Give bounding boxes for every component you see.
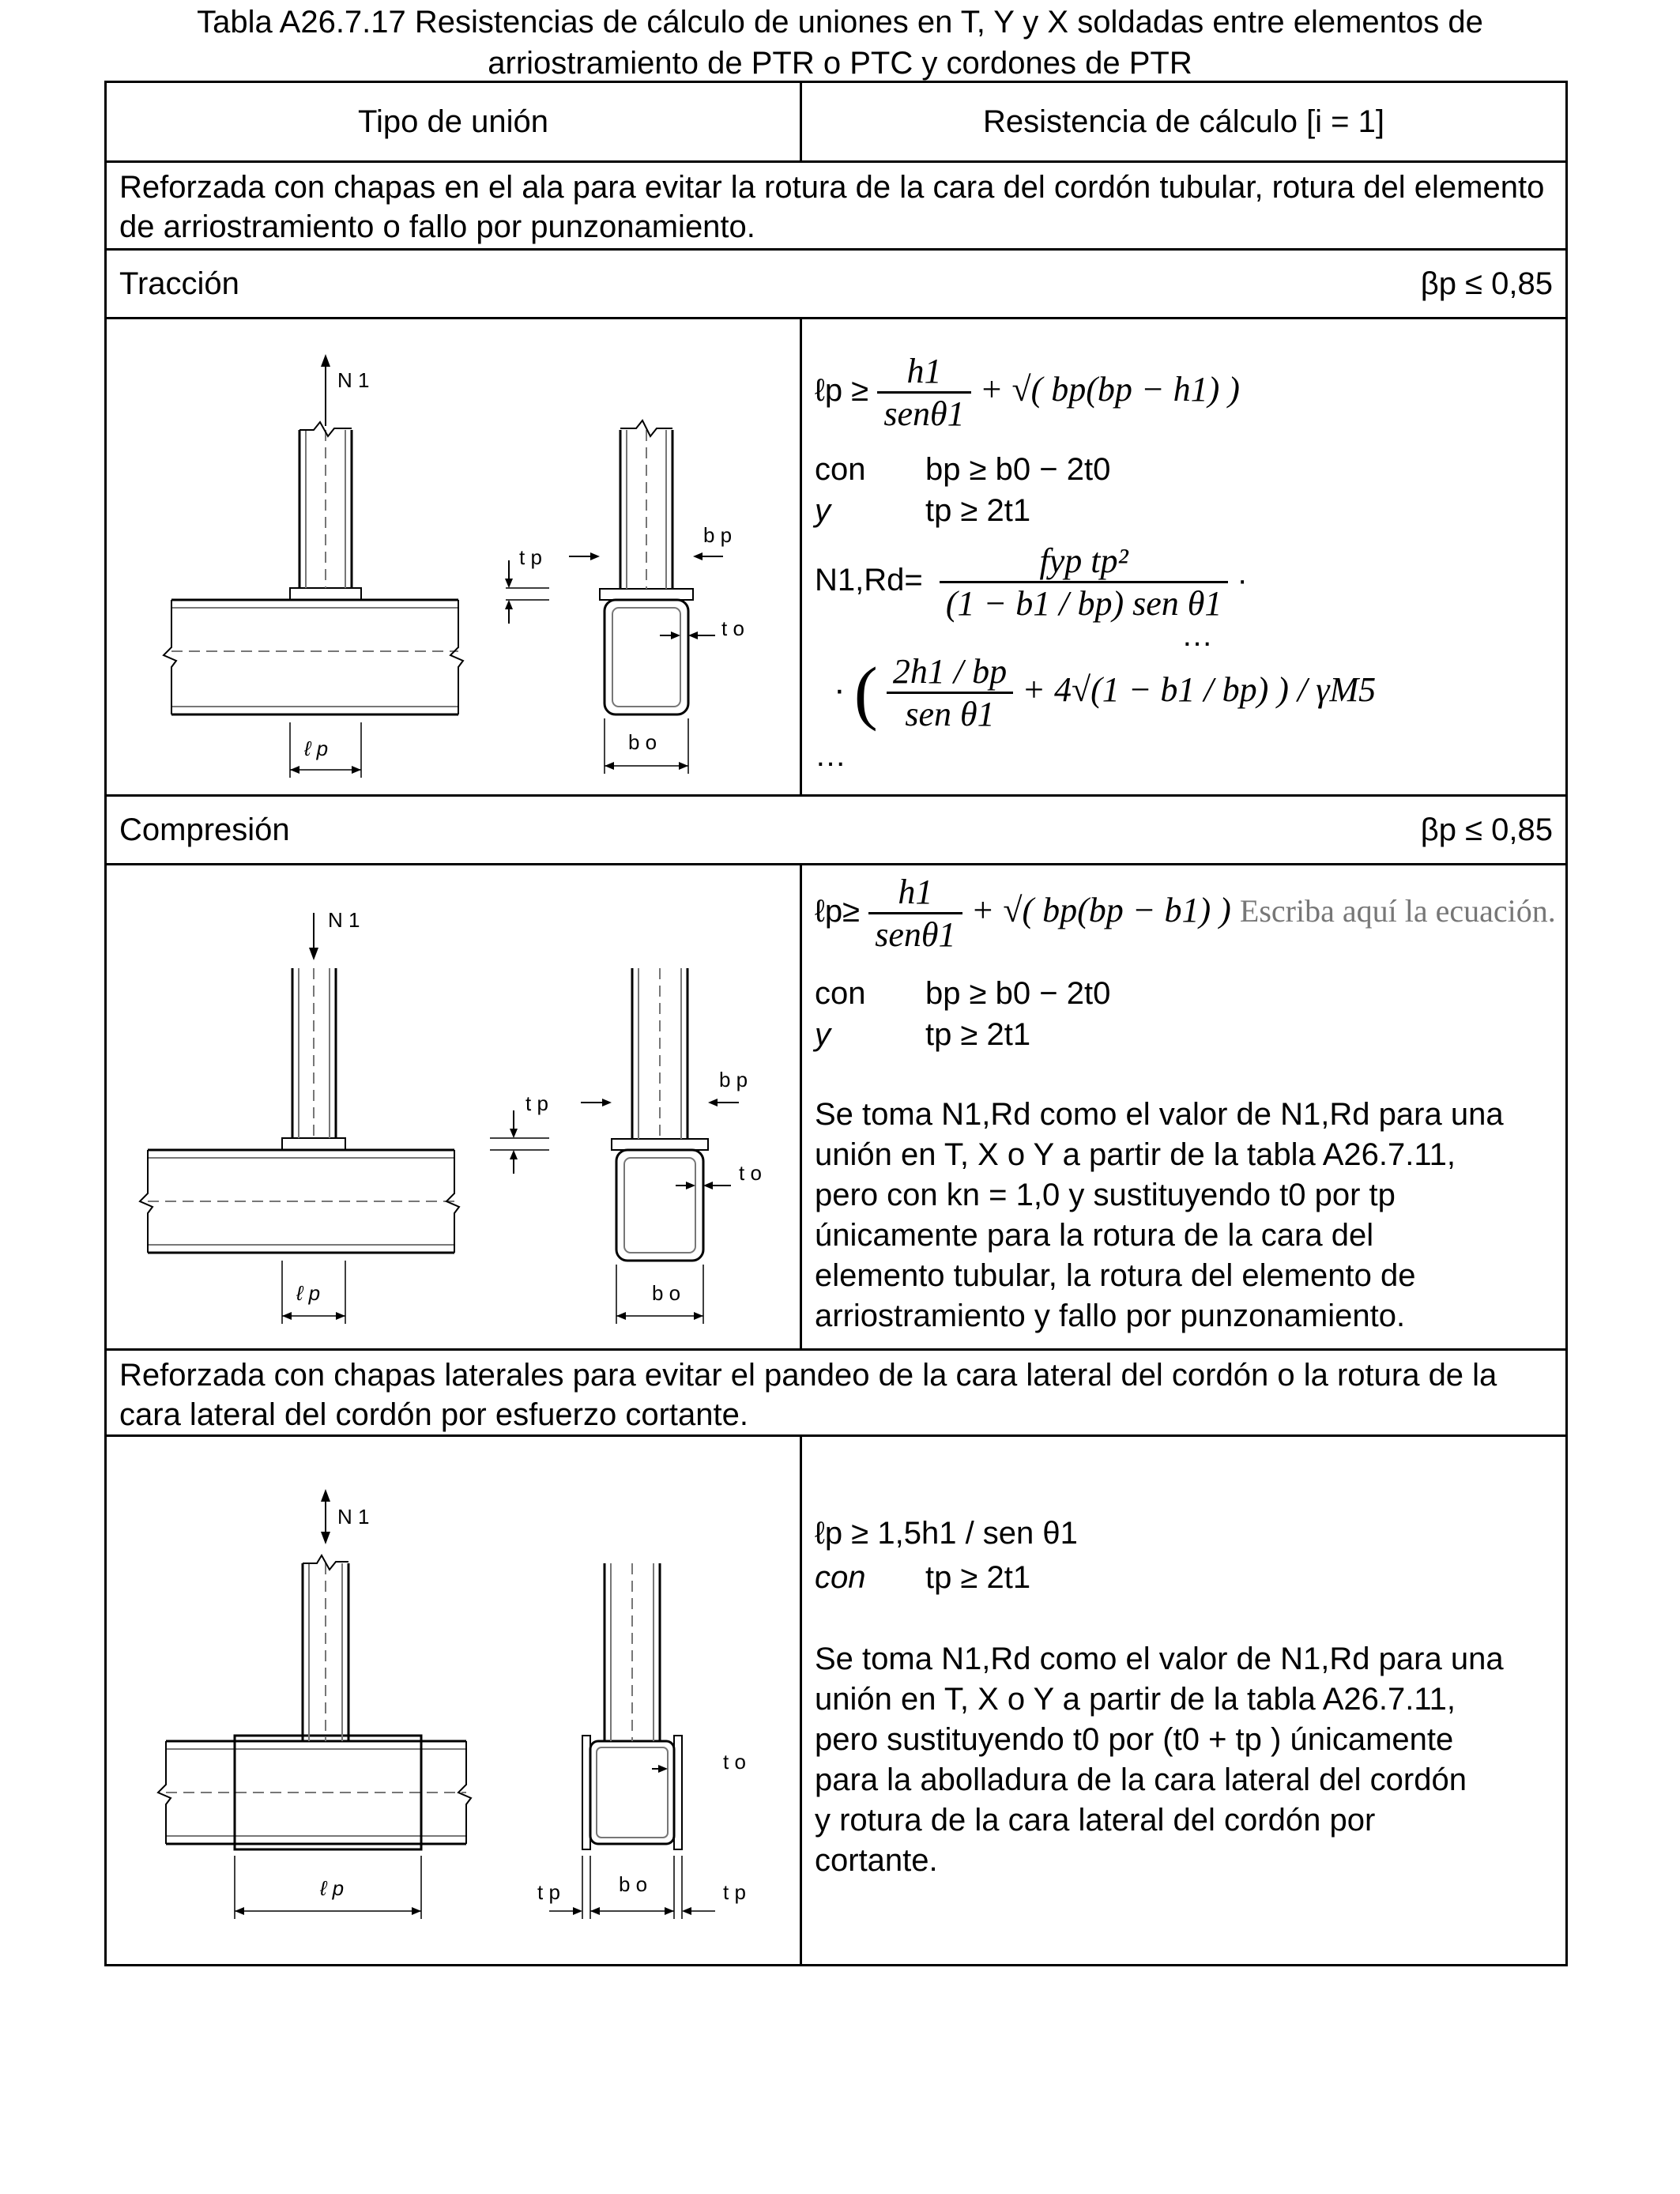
traccion-dot-1: · [1237,563,1248,598]
lateral-formula-cell [801,1436,1567,1966]
traccion-y: y [815,493,831,528]
compresion-figure [107,865,800,1344]
traccion-label: Tracción [119,266,239,301]
traccion-label-n1: N 1 [337,368,370,392]
traccion-con-line [815,452,1110,488]
lateral-figure-cell [106,1436,801,1966]
traccion-n1rd-fraction [940,541,1229,624]
traccion-y-expr: tp ≥ 2t1 [925,493,1031,528]
traccion-lp-line [815,351,1240,434]
lateral-para-line: para la abolladura de la cara lateral del cordón [815,1762,1467,1797]
lateral-para-line: y rotura de la cara lateral del cordón por [815,1803,1376,1838]
traccion-bracket-den: sen θ1 [905,695,995,733]
lateral-label-to: t o [723,1750,746,1774]
traccion-label-bp: b p [703,523,733,547]
lateral-label-bo: b o [619,1872,648,1896]
lateral-para-line: pero sustituyendo t0 por (t0 + tp ) únicamente [815,1722,1454,1757]
compresion-lp-den: senθ1 [875,915,956,954]
traccion-n1rd-den: (1 − b1 / bp) sen θ1 [945,584,1222,623]
compresion-lp-fraction [868,872,962,955]
compresion-lp-tail: + √( bp(bp − b1) ) [970,891,1231,930]
header-joint-type: Tipo de unión [106,82,801,162]
compresion-lp-label: ℓp≥ [815,894,861,929]
traccion-dot-2: · [834,670,846,710]
traccion-figure-cell [106,319,801,796]
section-flange-plates: Reforzada con chapas en el ala para evitar la rotura de la cara del cordón tubular, rotura del elemento de arriostramiento o fallo por punzonamiento. [106,162,1567,250]
traccion-con: con [815,452,866,487]
title-line-2: arriostramiento de PTR o PTC y cordones de PTR [488,46,1192,81]
compresion-label-lp: ℓ p [296,1281,321,1305]
compresion-label-n1: N 1 [328,908,360,932]
compresion-condition: βp ≤ 0,85 [1420,812,1553,847]
traccion-formula-cell [801,319,1567,796]
traccion-con-expr: bp ≥ b0 − 2t0 [925,452,1111,487]
compresion-con-expr: bp ≥ b0 − 2t0 [925,976,1111,1011]
traccion-lp-num: h1 [877,351,970,394]
traccion-ellipsis-1: … [1181,618,1213,653]
compresion-para-line: únicamente para la rotura de la cara del [815,1218,1374,1253]
resistance-table [104,81,1568,1966]
lateral-para-line: Se toma N1,Rd como el valor de N1,Rd para una [815,1642,1504,1676]
compresion-y-line [815,1017,1030,1053]
traccion-lp-tail: + √( bp(bp − h1) ) [979,370,1240,409]
compresion-con: con [815,976,866,1011]
traccion-y-line [815,493,1030,529]
compresion-para-line: unión en T, X o Y a partir de la tabla A26.7.11, [815,1137,1456,1172]
compresion-figure-cell [106,865,801,1350]
section-side-plates: Reforzada con chapas laterales para evitar el pandeo de la cara lateral del cordón o la rotura de la cara lateral del cordón por esfuerzo cortante. [106,1350,1567,1436]
compresion-paragraph [815,1095,1504,1336]
traccion-row [106,250,1567,319]
compresion-y: y [815,1017,831,1052]
compresion-lp-num: h1 [868,872,962,914]
lateral-para-line: cortante. [815,1843,938,1878]
compresion-para-line: arriostramiento y fallo por punzonamiento. [815,1299,1406,1333]
title-line-1: Tabla A26.7.17 Resistencias de cálculo de uniones en T, Y y X soldadas entre elementos de [197,5,1483,40]
traccion-bracket-fraction [887,651,1013,734]
table-title [0,0,1680,84]
compresion-row [106,796,1567,865]
traccion-lp-fraction [877,351,970,434]
traccion-bracket-num: 2h1 / bp [887,651,1013,694]
traccion-lp-label: ℓp ≥ [815,373,869,409]
compresion-label-to: t o [739,1161,762,1185]
compresion-formula-cell [801,865,1567,1350]
lateral-con-line [815,1560,1030,1596]
compresion-con-line [815,976,1110,1012]
lateral-para-line: unión en T, X o Y a partir de la tabla A26.7.11, [815,1682,1456,1717]
lateral-con: con [815,1560,866,1595]
traccion-label-lp: ℓ p [304,737,329,760]
traccion-label-to: t o [721,616,744,640]
compresion-label-tp: t p [525,1091,548,1115]
traccion-figure [107,319,800,790]
lateral-label-n1: N 1 [337,1505,370,1529]
traccion-lp-den: senθ1 [883,394,965,433]
lateral-figure [107,1437,800,1960]
compresion-label-bo: b o [652,1281,681,1305]
lateral-lp-line: ℓp ≥ 1,5h1 / sen θ1 [815,1516,1078,1551]
traccion-n1rd-num: fyp tp² [940,541,1229,583]
compresion-lp-line [815,872,1556,955]
compresion-para-line: pero con kn = 1,0 y sustituyendo t0 por tp [815,1178,1396,1212]
compresion-label: Compresión [119,812,290,847]
traccion-ellipsis-2: … [815,738,846,773]
lateral-paragraph [815,1639,1504,1881]
traccion-bracket-tail: + 4√(1 − b1 / bp) ) / γM5 [1022,670,1377,710]
compresion-para-line: elemento tubular, la rotura del elemento de [815,1258,1416,1293]
header-design-resistance: Resistencia de cálculo [i = 1] [801,82,1567,162]
equation-placeholder[interactable]: Escriba aquí la ecuación. [1239,893,1556,929]
traccion-condition: βp ≤ 0,85 [1420,266,1553,301]
compresion-label-bp: b p [719,1068,748,1091]
lateral-label-lp: ℓ p [320,1876,345,1900]
lateral-label-tp1: t p [537,1880,560,1904]
lateral-label-tp2: t p [723,1880,746,1904]
traccion-n1rd-label: N1,Rd= [815,563,923,598]
compresion-para-line: Se toma N1,Rd como el valor de N1,Rd para una [815,1097,1504,1132]
traccion-label-bo: b o [628,730,657,754]
traccion-label-tp: t p [519,545,542,569]
traccion-bracket-line: · ( $\frac{2h1 / bp}{\text{sen θ1}}$ + 4√(1 − b1 / bp) ) / γM5 [834,652,1377,733]
lateral-con-expr: tp ≥ 2t1 [925,1560,1031,1595]
traccion-n1rd-line [815,541,1248,624]
compresion-y-expr: tp ≥ 2t1 [925,1017,1031,1052]
